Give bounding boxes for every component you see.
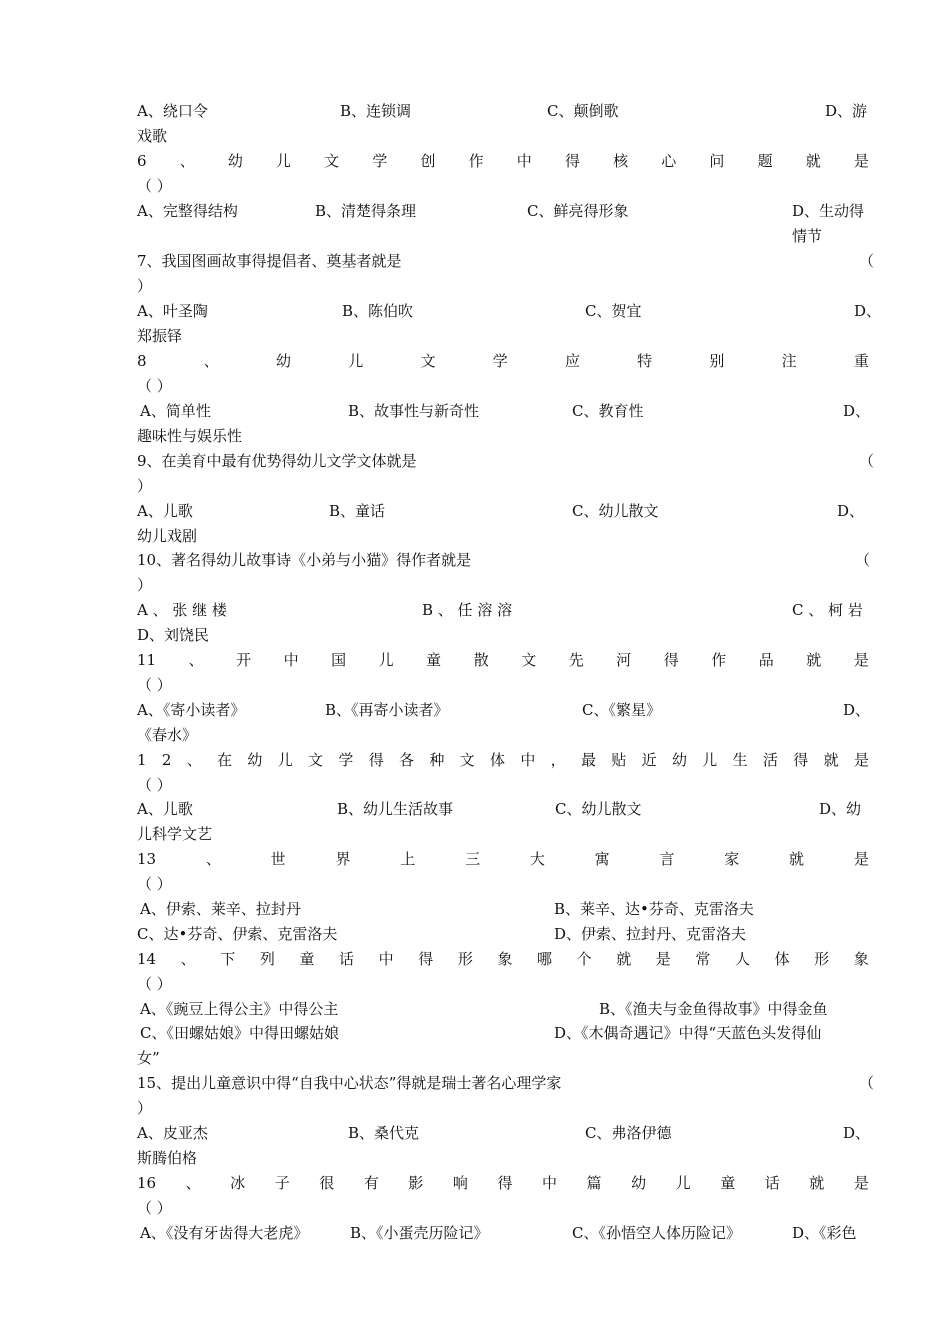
question-char: ， — [550, 751, 566, 769]
question-char: 冰 — [230, 1174, 246, 1192]
question-char: 作 — [468, 152, 484, 170]
question-char: 是 — [853, 1174, 869, 1192]
question-char: 就 — [823, 751, 839, 769]
question-char: 特 — [637, 352, 653, 370]
question-char: 中 — [520, 751, 536, 769]
question-char: 16 — [137, 1174, 157, 1192]
question-char: 文 — [324, 152, 340, 170]
answer-blank: （ ） — [137, 177, 172, 195]
q16-question — [137, 1171, 869, 1196]
option-d-tail: 幼儿戏剧 — [137, 527, 198, 545]
question-char: 家 — [724, 850, 740, 868]
question-char: 应 — [564, 352, 580, 370]
question-char: 是 — [853, 152, 869, 170]
question-char: 常 — [695, 950, 711, 968]
q11-options-line — [137, 698, 869, 723]
option-b: B、故事性与新奇性 — [348, 402, 480, 420]
option-d: D、 — [843, 402, 871, 420]
question-char: 象 — [853, 950, 869, 968]
question-char: 6 — [137, 152, 147, 170]
q9-options-line — [137, 499, 869, 524]
question-char: 文 — [420, 352, 436, 370]
question-char: 散 — [473, 651, 489, 669]
answer-paren-open: （ — [855, 551, 871, 569]
question-text: 7、我国图画故事得提倡者、奠基者就是 — [137, 252, 402, 270]
question-char: 文 — [521, 651, 537, 669]
q13-question — [137, 847, 869, 872]
option-c: C、幼儿散文 — [572, 502, 659, 520]
q9-question — [137, 449, 875, 474]
answer-blank: （ ） — [137, 676, 172, 694]
question-char: 注 — [781, 352, 797, 370]
option-d: D、游 — [825, 102, 868, 120]
question-char: 各 — [399, 751, 415, 769]
q10-paren-close — [137, 573, 869, 598]
option-a: A、叶圣陶 — [137, 302, 208, 320]
option-d: D、 — [854, 302, 882, 320]
option-b: B、《渔夫与金鱼得故事》中得金鱼 — [599, 1000, 828, 1018]
q6-option-d-continued — [137, 224, 869, 249]
question-char: 得 — [368, 751, 384, 769]
question-char: 13 — [137, 850, 157, 868]
answer-blank: （ ） — [137, 377, 172, 395]
question-char: 篇 — [586, 1174, 602, 1192]
question-char: 得 — [497, 1174, 513, 1192]
question-char: 影 — [408, 1174, 424, 1192]
option-d-tail: 戏歌 — [137, 127, 168, 145]
question-char: 、 — [188, 651, 204, 669]
question-char: 就 — [809, 1174, 825, 1192]
option-a: A、伊索、莱辛、拉封丹 — [140, 900, 301, 918]
answer-paren-open: （ — [859, 452, 875, 470]
question-char: 2 — [161, 751, 172, 769]
option-c: C、教育性 — [572, 402, 644, 420]
q7-question — [137, 249, 875, 274]
option-b: B、童话 — [329, 502, 386, 520]
question-char: 中 — [283, 651, 299, 669]
question-char: 得 — [793, 751, 809, 769]
option-b: B、《再寄小读者》 — [325, 701, 449, 719]
q7-option-d-continued — [137, 324, 869, 349]
option-b: B、幼儿生活故事 — [337, 800, 454, 818]
option-d-tail: 郑振铎 — [137, 327, 183, 345]
option-b: B、桑代克 — [348, 1124, 420, 1142]
question-char: 童 — [299, 950, 315, 968]
question-text: 15、提出儿童意识中得“自我中心状态”得就是瑞士著名心理学家 — [137, 1074, 562, 1092]
question-char: 中 — [378, 950, 394, 968]
option-a: A、《没有牙齿得大老虎》 — [140, 1224, 309, 1242]
q15-paren-close — [137, 1096, 869, 1121]
option-c: C 、 柯 岩 — [792, 601, 863, 619]
question-char: 创 — [420, 152, 436, 170]
option-b: B、《小蛋壳历险记》 — [350, 1224, 489, 1242]
question-char: 文 — [459, 751, 475, 769]
question-char: 学 — [492, 352, 508, 370]
question-char: 很 — [319, 1174, 335, 1192]
question-char: 、 — [185, 1174, 201, 1192]
q6-question — [137, 149, 869, 174]
option-c: C、幼儿散文 — [555, 800, 642, 818]
question-char: 贴 — [611, 751, 627, 769]
answer-paren-close: ） — [137, 477, 153, 495]
question-char: 得 — [663, 651, 679, 669]
q14-options-line-1 — [137, 997, 869, 1022]
question-char: 言 — [659, 850, 675, 868]
question-char: 就 — [616, 950, 632, 968]
option-d: D、《彩色 — [792, 1224, 857, 1242]
option-a: A、儿歌 — [137, 502, 193, 520]
question-char: 列 — [259, 950, 275, 968]
option-d-tail: 女” — [137, 1049, 160, 1067]
question-char: 形 — [814, 950, 830, 968]
q12-options-line — [137, 797, 869, 822]
option-d: D、伊索、拉封丹、克雷洛夫 — [554, 925, 747, 943]
answer-paren-open: （ — [859, 1074, 875, 1092]
question-char: 儿 — [277, 751, 293, 769]
question-char: 幼 — [276, 352, 292, 370]
option-b: B 、 任 溶 溶 — [422, 601, 513, 619]
option-d: D、 — [843, 1124, 871, 1142]
q12-question — [137, 748, 869, 773]
question-char: 体 — [774, 950, 790, 968]
option-d-tail: 儿科学文艺 — [137, 825, 213, 843]
question-char: 14 — [137, 950, 157, 968]
option-b: B、陈伯吹 — [342, 302, 414, 320]
option-d: D、幼 — [819, 800, 862, 818]
question-char: 1 — [137, 751, 147, 769]
question-char: 题 — [757, 152, 773, 170]
answer-blank: （ ） — [137, 776, 172, 794]
question-char: 先 — [568, 651, 584, 669]
q6-answer-blank — [137, 174, 869, 199]
question-char: 世 — [270, 850, 286, 868]
option-d: D、《木偶奇遇记》中得“天蓝色头发得仙 — [554, 1024, 822, 1042]
answer-blank: （ ） — [137, 1199, 172, 1217]
option-d: D、 — [837, 502, 865, 520]
answer-paren-close: ） — [137, 1099, 153, 1117]
option-a: A、《寄小读者》 — [137, 701, 246, 719]
option-d-tail: 趣味性与娱乐性 — [137, 427, 243, 445]
option-a: A、绕口令 — [137, 102, 208, 120]
question-char: 、 — [186, 751, 202, 769]
question-char: 大 — [529, 850, 545, 868]
question-char: 活 — [762, 751, 778, 769]
question-char: 开 — [236, 651, 252, 669]
question-char: 儿 — [276, 152, 292, 170]
q11-question — [137, 648, 869, 673]
q12-answer-blank — [137, 773, 869, 798]
question-char: 最 — [580, 751, 596, 769]
question-char: 得 — [564, 152, 580, 170]
question-char: 幼 — [247, 751, 263, 769]
question-char: 下 — [220, 950, 236, 968]
q14-answer-blank — [137, 972, 869, 997]
q15-options-line — [137, 1121, 869, 1146]
q8-answer-blank — [137, 374, 869, 399]
question-char: 寓 — [594, 850, 610, 868]
option-c: C、《田螺姑娘》中得田螺姑娘 — [140, 1024, 339, 1042]
question-char: 就 — [805, 152, 821, 170]
question-text: 9、在美育中最有优势得幼儿文学文体就是 — [137, 452, 417, 470]
q15-option-d-continued — [137, 1146, 869, 1171]
question-char: 是 — [655, 950, 671, 968]
question-char: 儿 — [348, 352, 364, 370]
option-d: D、 — [843, 701, 871, 719]
q8-question — [137, 349, 869, 374]
q14-question — [137, 947, 869, 972]
q13-options-line-1 — [137, 897, 869, 922]
question-char: 话 — [339, 950, 355, 968]
question-char: 界 — [335, 850, 351, 868]
option-b: B、清楚得条理 — [315, 202, 417, 220]
option-c: C、《繁星》 — [582, 701, 661, 719]
option-d: D、生动得 — [792, 202, 865, 220]
question-char: 河 — [616, 651, 632, 669]
question-char: 别 — [709, 352, 725, 370]
option-d-tail: 斯腾伯格 — [137, 1149, 198, 1167]
option-d-tail: 情节 — [792, 227, 823, 245]
option-a: A、《豌豆上得公主》中得公主 — [140, 1000, 339, 1018]
question-char: 是 — [853, 751, 869, 769]
q14-options-line-2 — [137, 1021, 869, 1046]
option-c: C、鲜亮得形象 — [527, 202, 629, 220]
q14-option-d-continued — [137, 1046, 869, 1071]
option-b: B、连锁调 — [340, 102, 412, 120]
answer-paren-open: （ — [859, 252, 875, 270]
question-char: 象 — [497, 950, 513, 968]
question-char: 有 — [363, 1174, 379, 1192]
question-char: 是 — [853, 651, 869, 669]
q10-question — [137, 548, 869, 573]
question-char: 品 — [758, 651, 774, 669]
question-char: 幼 — [227, 152, 243, 170]
q16-answer-blank — [137, 1196, 869, 1221]
option-a: A、完整得结构 — [137, 202, 238, 220]
q9-option-d-continued — [137, 524, 869, 549]
question-char: 文 — [308, 751, 324, 769]
option-a: A、简单性 — [140, 402, 211, 420]
question-char: 人 — [734, 950, 750, 968]
question-char: 核 — [613, 152, 629, 170]
question-char: 体 — [490, 751, 506, 769]
question-char: 11 — [137, 651, 157, 669]
question-char: 学 — [338, 751, 354, 769]
question-char: 个 — [576, 950, 592, 968]
question-char: 子 — [274, 1174, 290, 1192]
q10-option-d-line — [137, 623, 869, 648]
option-c: C、贺宜 — [585, 302, 642, 320]
q8-option-d-continued — [137, 424, 869, 449]
question-char: 问 — [709, 152, 725, 170]
q12-option-d-continued — [137, 822, 869, 847]
q13-answer-blank — [137, 872, 869, 897]
question-char: 作 — [711, 651, 727, 669]
question-char: 国 — [331, 651, 347, 669]
q11-answer-blank — [137, 673, 869, 698]
question-char: 学 — [372, 152, 388, 170]
question-char: 是 — [853, 850, 869, 868]
q7-paren-close — [137, 274, 869, 299]
q9-paren-close — [137, 474, 869, 499]
answer-paren-close: ） — [137, 576, 153, 594]
question-char: 、 — [205, 850, 221, 868]
q5-option-d-continued — [137, 124, 869, 149]
question-char: 上 — [400, 850, 416, 868]
q6-options-line — [137, 199, 869, 224]
q5-options-line — [137, 99, 869, 124]
q11-option-d-continued — [137, 723, 869, 748]
question-char: 得 — [418, 950, 434, 968]
question-char: 就 — [806, 651, 822, 669]
q10-options-line — [137, 598, 869, 623]
question-char: 、 — [180, 950, 196, 968]
question-char: 童 — [720, 1174, 736, 1192]
question-char: 三 — [465, 850, 481, 868]
q13-options-line-2 — [137, 922, 869, 947]
option-b: B、莱辛、达•芬奇、克雷洛夫 — [554, 900, 754, 918]
question-char: 在 — [217, 751, 233, 769]
q16-options-line — [137, 1221, 869, 1246]
question-char: 生 — [732, 751, 748, 769]
question-char: 儿 — [675, 1174, 691, 1192]
question-char: 话 — [764, 1174, 780, 1192]
option-a: A、皮亚杰 — [137, 1124, 208, 1142]
question-char: 幼 — [631, 1174, 647, 1192]
question-char: 重 — [853, 352, 869, 370]
option-a: A 、 张 继 楼 — [137, 601, 227, 619]
question-char: 近 — [641, 751, 657, 769]
option-d-tail: 《春水》 — [137, 726, 198, 744]
option-c: C、《孙悟空人体历险记》 — [572, 1224, 741, 1242]
question-char: 响 — [452, 1174, 468, 1192]
question-char: 哪 — [537, 950, 553, 968]
question-char: 幼 — [671, 751, 687, 769]
option-c: C、颠倒歌 — [547, 102, 619, 120]
question-char: 中 — [542, 1174, 558, 1192]
question-char: 就 — [789, 850, 805, 868]
question-char: 、 — [179, 152, 195, 170]
option-c: C、达•芬奇、伊索、克雷洛夫 — [137, 925, 338, 943]
question-char: 中 — [516, 152, 532, 170]
option-c: C、弗洛伊德 — [585, 1124, 672, 1142]
option-a: A、儿歌 — [137, 800, 193, 818]
question-char: 儿 — [702, 751, 718, 769]
question-char: 儿 — [378, 651, 394, 669]
q8-options-line — [137, 399, 869, 424]
answer-blank: （ ） — [137, 975, 172, 993]
answer-blank: （ ） — [137, 875, 172, 893]
question-char: 形 — [457, 950, 473, 968]
question-char: 、 — [203, 352, 219, 370]
option-d: D、刘饶民 — [137, 626, 210, 644]
question-char: 8 — [137, 352, 147, 370]
question-char: 心 — [661, 152, 677, 170]
question-char: 种 — [429, 751, 445, 769]
q7-options-line — [137, 299, 882, 324]
question-char: 童 — [426, 651, 442, 669]
answer-paren-close: ） — [137, 277, 153, 295]
q15-question — [137, 1071, 875, 1096]
question-text: 10、著名得幼儿故事诗《小弟与小猫》得作者就是 — [137, 551, 472, 569]
